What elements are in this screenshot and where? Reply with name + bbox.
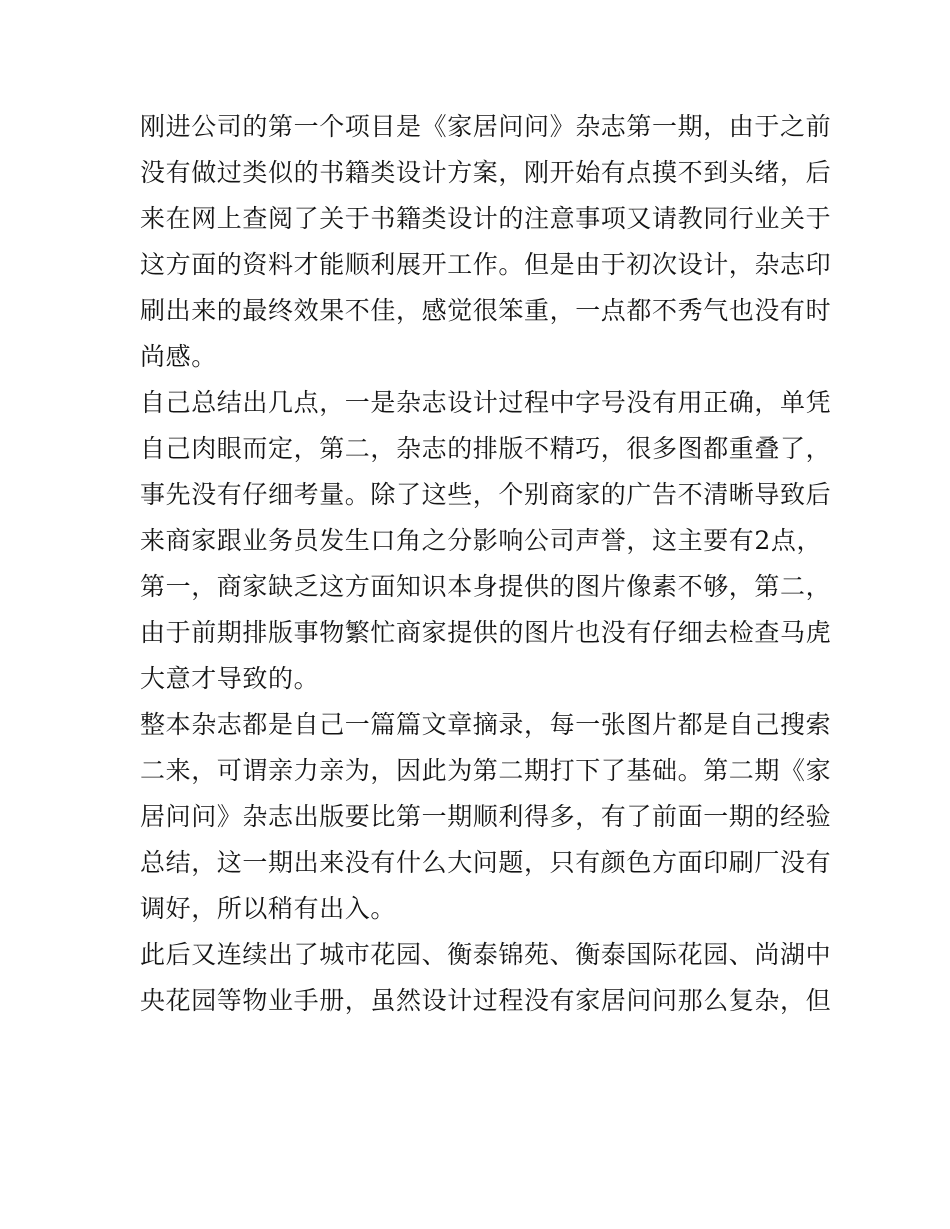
text-line: 来商家跟业务员发生口角之分影响公司声誉，这主要有2点，: [140, 526, 823, 555]
text-line: 这方面的资料才能顺利展开工作。但是由于初次设计，杂志印: [140, 250, 832, 279]
text-line: 调好，所以稍有出入。: [140, 894, 397, 923]
text-line: 尚感。: [140, 342, 217, 371]
paragraph-3: [140, 702, 832, 932]
text-line: 此后又连续出了城市花园、衡泰锦苑、衡泰国际花园、尚湖中: [140, 940, 832, 969]
text-line: 事先没有仔细考量。除了这些，个别商家的广告不清晰导致后: [140, 480, 832, 509]
text-line: 刚进公司的第一个项目是《家居问问》杂志第一期，由于之前: [140, 112, 832, 141]
text-line: 总结，这一期出来没有什么大问题，只有颜色方面印刷厂没有: [140, 848, 832, 877]
paragraph-2: [140, 380, 832, 702]
text-line: 第一，商家缺乏这方面知识本身提供的图片像素不够，第二，: [140, 572, 832, 601]
text-line: 自己肉眼而定，第二，杂志的排版不精巧，很多图都重叠了，: [140, 434, 832, 463]
text-line: 刷出来的最终效果不佳，感觉很笨重，一点都不秀气也没有时: [140, 296, 832, 325]
text-line: 二来，可谓亲力亲为，因此为第二期打下了基础。第二期《家: [140, 756, 832, 785]
text-line: 大意才导致的。: [140, 664, 320, 693]
text-line: 自己总结出几点，一是杂志设计过程中字号没有用正确，单凭: [140, 388, 832, 417]
paragraph-1: [140, 104, 832, 380]
text-line: 央花园等物业手册，虽然设计过程没有家居问问那么复杂，但: [140, 986, 832, 1015]
text-line: 居问问》杂志出版要比第一期顺利得多，有了前面一期的经验: [140, 802, 832, 831]
text-line: 没有做过类似的书籍类设计方案，刚开始有点摸不到头绪，后: [140, 158, 832, 187]
text-line: 由于前期排版事物繁忙商家提供的图片也没有仔细去检查马虎: [140, 618, 832, 647]
text-line: 来在网上查阅了关于书籍类设计的注意事项又请教同行业关于: [140, 204, 832, 233]
text-line: 整本杂志都是自己一篇篇文章摘录，每一张图片都是自己搜索: [140, 710, 832, 739]
document-body: [140, 104, 832, 1024]
paragraph-4: [140, 932, 832, 1024]
